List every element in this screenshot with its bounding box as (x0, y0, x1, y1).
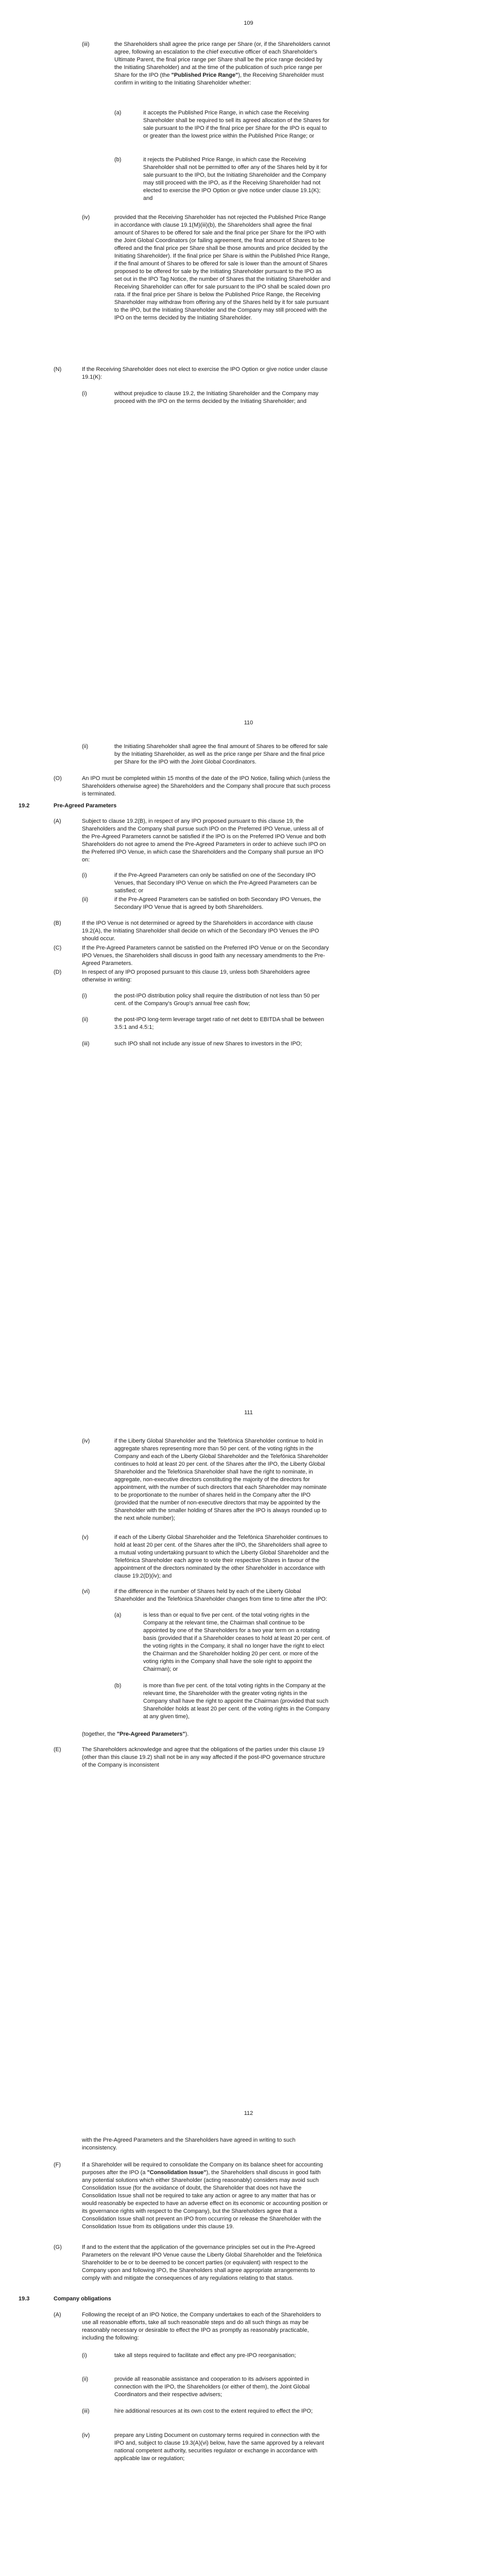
item-label: (G) (54, 2244, 62, 2250)
paragraph-acknowledge: The Shareholders acknowledge and agree that the obligations of the parties under this clause 19 (other than this clause 19.2) shall not be in any way affected if the post-IPO governance structure of the Company is inconsistent (82, 1747, 325, 1768)
section-number: 19.3 (19, 2296, 30, 2302)
page-109 (0, 0, 497, 703)
item-label: (ii) (82, 896, 89, 903)
item-label: (ii) (82, 1016, 89, 1023)
page-number: 110 (244, 720, 253, 726)
defined-term: "Published Price Range" (171, 72, 238, 78)
paragraph-no-ipo-option: If the Receiving Shareholder does not elect to exercise the IPO Option or give notice under clause 19.1(K): (82, 366, 328, 380)
paragraph-additional-resources: hire additional resources at its own cost to the extent required to effect the IPO; (114, 2408, 313, 2414)
item-label: (v) (82, 1534, 89, 1540)
item-label: (b) (114, 1683, 122, 1689)
item-label: (A) (54, 2312, 61, 2318)
page-111 (0, 1406, 497, 2110)
paragraph-chairman-greater: is more than five per cent. of the total voting rights in the Company at the relevant time, the Shareholder with the greater voting rights in the Company shall have the right to appoint the Chairman (provided that such Shareholder holds at least 20 per cent. of the voting rights in the Company at any given time), (143, 1683, 330, 1720)
item-label: (A) (54, 818, 61, 824)
item-label: (b) (114, 157, 122, 163)
paragraph-director-nomination: if the Liberty Global Shareholder and the Telefónica Shareholder continue to hold in aggregate shares representing more than 50 per cent. of the voting rights in the Company and each of the Liberty Global Shareholder and the Telefónica Shareholder continues to hold at least 20 per cent. of the Shares after the IPO, the Liberty Global Shareholder and the Telefónica Shareholder shall have the right to nominate, in aggregate, non-executive directors constituting the majority of the directors for appointment, with the number of such directors that each Shareholder may nominate to be proportionate to the number of shares held in the Company after the IPO (provided that the number of non-executive directors that may be appointed by the Shareholder with the smaller holding of Shares after the IPO is always rounded up to the next whole number); (114, 1438, 329, 1521)
item-label: (O) (54, 775, 62, 782)
paragraph-continuation: with the Pre-Agreed Parameters and the Shareholders have agreed in writing to such inconsistency. (82, 2137, 296, 2151)
paragraph-no-new-shares: such IPO shall not include any issue of new Shares to investors in the IPO; (114, 1041, 302, 1047)
text: If a Shareholder will be required to consolidate the Company on its balance sheet for accounting purposes after the IPO (a (82, 2162, 323, 2176)
item-label: (iv) (82, 2432, 90, 2438)
item-label: (D) (54, 969, 62, 975)
paragraph-shareholding-difference: if the difference in the number of Shares held by each of the Liberty Global Shareholder and the Telefónica Shareholder changes from time to time after the IPO: (114, 1588, 328, 1602)
text: ), the Receiving Shareholder must confirm in writing to the Initiating Shareholder whether: (114, 72, 324, 86)
paragraph-accepts: it accepts the Published Price Range, in which case the Receiving Shareholder shall be required to sell its agreed allocation of the Shares for sale pursuant to the IPO if the final price per Share for the IPO is equal to or greater than the lowest price within the Published Price Range; or (143, 110, 330, 139)
item-label: (ii) (82, 743, 89, 750)
text: (together, the (82, 1731, 117, 1737)
paragraph-leverage-target: the post-IPO long-term leverage target ratio of net debt to EBITDA shall be between 3.5:1 and 4.5:1; (114, 1016, 324, 1030)
page-number: 111 (244, 1410, 253, 1416)
item-label: (N) (54, 366, 62, 372)
defined-term: "Consolidation Issue" (147, 2170, 207, 2176)
item-label: (vi) (82, 1588, 90, 1595)
paragraph-assistance: provide all reasonable assistance and cooperation to its advisers appointed in connection with the IPO, the Shareholders (or either of them), the Joint Global Coordinators and their respective advisers; (114, 2376, 310, 2398)
paragraph-together (82, 1731, 331, 1738)
item-label: (a) (114, 1612, 122, 1618)
paragraph-concert-parties: If and to the extent that the application of the governance principles set out in the Pre-Agreed Parameters on the relevant IPO Venue cause the Liberty Global Shareholder and the Telefónica Shareholder to be or to be deemed to be concert parties (or equivalent) with respect to the Company upon and following IPO, the Shareholders shall agree appropriate arrangements to comply with and mitigate the consequences of any regulations relating to that status. (82, 2244, 322, 2281)
paragraph-preferred-venue: Subject to clause 19.2(B), in respect of any IPO proposed pursuant to this clause 19, the Shareholders and the Company shall pursue such IPO on the Preferred IPO Venue, unless all of the Pre-Agreed Parameters cannot be satisfied if the IPO is on the Preferred IPO Venue and both Shareholders do not agree to amend the Pre-Agreed Parameters in order to achieve such IPO on the Preferred IPO Venue, in which case the Shareholders and the Company shall pursue an IPO on: (82, 818, 326, 863)
item-label: (a) (114, 110, 122, 116)
paragraph-rejects: it rejects the Published Price Range, in which case the Receiving Shareholder shall not be permitted to offer any of the Shares held by it for sale pursuant to the IPO, but the Initiating Shareholder and the Company may still proceed with the IPO, as if the Receiving Shareholder had not elected to exercise the IPO Option or give notice under clause 19.1(K); and (143, 157, 328, 201)
paragraph-voting-undertaking: if each of the Liberty Global Shareholder and the Telefónica Shareholder continues to hold at least 20 per cent. of the Shares after the IPO, the Shareholders shall agree to a mutual voting undertaking pursuant to which the Liberty Global Shareholder and the Telefónica Shareholder each agree to vote their respective Shares in favour of the appointment of the directors nominated by the other Shareholder in accordance with clause 19.2(D)(iv); and (114, 1534, 329, 1579)
paragraph-chairman-rotation: is less than or equal to five per cent. of the total voting rights in the Company at the relevant time, the Chairman shall continue to be appointed by one of the Shareholders for a two year term on a rotating basis (provided that if a Shareholder ceases to hold at least 20 per cent. of the voting rights in the Company, it shall no longer have the right to elect the Chairman and the Shareholder holding 20 per cent. or more of the voting rights in the Company shall have the sole right to appoint the Chairman); or (143, 1612, 330, 1672)
item-label: (i) (82, 872, 87, 878)
paragraph-unless-agree: In respect of any IPO proposed pursuant to this clause 19, unless both Shareholders agree otherwise in writing: (82, 969, 310, 983)
item-label: (B) (54, 920, 61, 926)
defined-term: "Pre-Agreed Parameters" (116, 1731, 185, 1737)
paragraph-reorganisation: take all steps required to facilitate and effect any pre-IPO reorganisation; (114, 2352, 296, 2359)
page-110 (0, 703, 497, 1406)
text: ). (185, 1731, 189, 1737)
paragraph-company-undertakes: Following the receipt of an IPO Notice, the Company undertakes to each of the Shareholders to use all reasonable efforts, take all such reasonable steps and do all such things as may be reasonably necessary or desirable to effect the IPO as promptly as reasonably practicable, including the following: (82, 2312, 321, 2341)
item-label: (iv) (82, 1438, 90, 1444)
paragraph-one-secondary: if the Pre-Agreed Parameters can only be satisfied on one of the Secondary IPO Venues, that Secondary IPO Venue on which the Pre-Agreed Parameters can be satisfied; or (114, 872, 317, 894)
item-label: (iii) (82, 2408, 90, 2414)
paragraph-published-price-range (114, 41, 331, 87)
paragraph-without-prejudice: without prejudice to clause 19.2, the Initiating Shareholder and the Company may proceed with the IPO on the terms decided by the Initiating Shareholder; and (114, 391, 319, 404)
item-label: (E) (54, 1747, 61, 1753)
page-112 (0, 2110, 497, 2576)
item-label: (iii) (82, 41, 90, 47)
item-label: (ii) (82, 2376, 89, 2382)
item-label: (iii) (82, 1041, 90, 1047)
section-title: Pre-Agreed Parameters (54, 803, 117, 809)
text: the Shareholders shall agree the price range per Share (or, if the Shareholders cannot agree, following an escalation to the chief executive officer of each Shareholder's Ultimate Parent, the final price range per Share shall be the price range decided by the Initiating Shareholder) and at the time of the publication of such price range per Share for the IPO (the (114, 41, 330, 78)
paragraph-initiating-agree: the Initiating Shareholder shall agree the final amount of Shares to be offered for sale by the Initiating Shareholder, as well as the price range per Share and the final price per Share for the IPO with the Joint Global Coordinators. (114, 743, 328, 765)
paragraph-venue-not-determined: If the IPO Venue is not determined or agreed by the Shareholders in accordance with clause 19.2(A), the Initiating Shareholder shall decide on which of the Secondary IPO Venues the IPO should occur. (82, 920, 319, 942)
page-number: 109 (244, 20, 253, 26)
paragraph-distribution-policy: the post-IPO distribution policy shall require the distribution of not less than 50 per cent. of the Company's Group's annual free cash flow; (114, 993, 320, 1007)
paragraph-cannot-satisfy: If the Pre-Agreed Parameters cannot be satisfied on the Preferred IPO Venue or on the Secondary IPO Venues, the Shareholders shall discuss in good faith any necessary amendments to the Pre-Agreed Parameters. (82, 945, 329, 967)
item-label: (F) (54, 2162, 61, 2168)
item-label: (C) (54, 945, 62, 951)
section-number: 19.2 (19, 803, 30, 809)
page-number: 112 (244, 2110, 253, 2116)
item-label: (i) (82, 391, 87, 397)
item-label: (i) (82, 993, 87, 999)
item-label: (i) (82, 2352, 87, 2359)
paragraph-final-amount: provided that the Receiving Shareholder has not rejected the Published Price Range in accordance with clause 19.1(M)(iii)(b), the Shareholders shall agree the final amount of Shares to be offered for sale and the final price per Share for the IPO with the Joint Global Coordinators (or failing agreement, the final amount of Shares to be offered and the final price per Share shall be those amounts and price decided by the Initiating Shareholder). If the final price per Share is within the Published Price Range, if the final amount of Shares to be offered for sale is lower than the amount of Shares proposed to be offered for sale by the Initiating Shareholder pursuant to the IPO as set out in the IPO Tag Notice, the number of Shares that the Initiating Shareholder and Receiving Shareholder can offer for sale pursuant to the IPO shall be scaled down pro rata. If the final price per Share is below the Published Price Range, the Receiving Shareholder may withdraw from offering any of the Shares held by it for sale pursuant to the IPO, but the Initiating Shareholder and the Company may still proceed with the IPO on the terms decided by the Initiating Shareholder. (114, 214, 331, 321)
paragraph-both-secondary: if the Pre-Agreed Parameters can be satisfied on both Secondary IPO Venues, the Secondary IPO Venue that is agreed by both Shareholders. (114, 896, 321, 910)
paragraph-consolidation-issue (82, 2161, 331, 2231)
paragraph-listing-document: prepare any Listing Document on customary terms required in connection with the IPO and, subject to clause 19.3(A)(vi) below, have the same approved by a relevant national competent authority, securities regulator or exchange in accordance with applicable law or regulation; (114, 2432, 324, 2462)
item-label: (iv) (82, 214, 90, 221)
text: ), the Shareholders shall discuss in good faith any potential solutions which either Shareholder (acting reasonably) considers may avoid such Consolidation Issue (for the avoidance of doubt, the Shareholder that does not have the Consolidation Issue shall not be required to take any action or agree to any matter that has or would reasonably be expected to have an adverse effect on its economic or accounting position or its governance rights with respect to the Company), but the Shareholders agree that a Consolidation Issue shall not prevent an IPO from occurring or release the Shareholder with the Consolidation Issue from its obligations under this clause 19. (82, 2170, 328, 2230)
section-title: Company obligations (54, 2296, 111, 2302)
paragraph-ipo-completion: An IPO must be completed within 15 months of the date of the IPO Notice, failing which (unless the Shareholders otherwise agree) the Shareholders and the Company shall procure that such process is terminated. (82, 775, 331, 797)
